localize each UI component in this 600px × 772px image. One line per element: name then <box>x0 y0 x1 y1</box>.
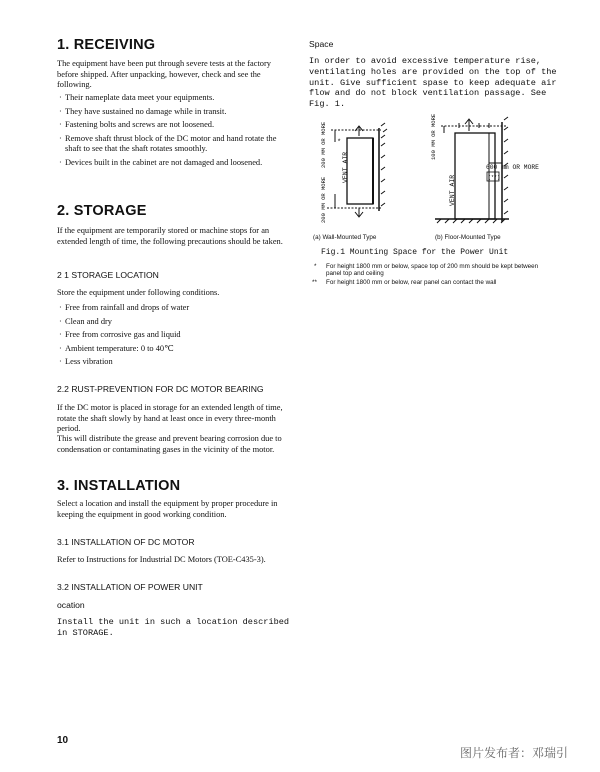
mounting-space-figure <box>309 108 559 233</box>
power-unit-install-text: Install the unit in such a location described in STORAGE. <box>57 617 290 638</box>
section1-heading: 1. RECEIVING <box>57 37 156 53</box>
figure-label-a: (a) Wall-Mounted Type <box>313 234 377 241</box>
figure-label-b: (b) Floor-Mounted Type <box>435 234 501 241</box>
dc-motor-reference: Refer to Instructions for Industrial DC Motors (TOE-C435-3). <box>57 555 266 564</box>
list-item: · Their nameplate data meet your equipments. <box>57 93 294 104</box>
section1-intro: The equipment have been put through severe tests at the factory before shipped. After unpacking, however, check and see the following. <box>57 59 271 90</box>
note-1-mark: * <box>314 263 317 270</box>
left-bottom-clearance-label: 200 MM OR MORE <box>320 176 327 223</box>
list-item: · They have sustained no damage while in transit. <box>57 107 294 118</box>
section2-intro: If the equipment are temporarily stored or machine stops for an extended length of time, the following precautions should be taken. <box>57 226 283 246</box>
section3-intro: Select a location and install the equipment by proper procedure in keeping the equipment in good working condition. <box>57 499 278 519</box>
note-1-text: For height 1800 mm or below, space top of 200 mm should be kept between panel top and ceiling <box>326 263 539 277</box>
left-top-clearance-label: 200 MM OR MORE <box>320 121 327 168</box>
list-item: · Free from corrosive gas and liquid <box>57 330 294 341</box>
section3-heading: 3. INSTALLATION <box>57 478 181 494</box>
rust-prevention-para2: This will distribute the grease and prevent bearing corrosion due to condensation or contaminating gases in the vicinity of the motor. <box>57 434 282 454</box>
section3-1-heading: 3.1 INSTALLATION OF DC MOTOR <box>57 537 195 547</box>
right-top-clearance-label: 100 MM OR MORE <box>430 113 437 160</box>
figure-note-1 <box>314 263 554 277</box>
list-item: · Less vibration <box>57 357 294 368</box>
section2-1-heading: 2 1 STORAGE LOCATION <box>57 270 159 280</box>
left-vent-air-label: VENT AIR <box>342 151 349 183</box>
right-note-marker: (**) <box>488 175 501 181</box>
list-item: · Clean and dry <box>57 317 294 328</box>
space-text: In order to avoid excessive temperature rise, ventilating holes are provided on the top of the unit. Give sufficient spase to keep adequate air flow and do not block ventilation passage. See Fig. 1. <box>309 56 557 110</box>
section2-heading: 2. STORAGE <box>57 203 147 219</box>
figure-caption: Fig.1 Mounting Space for the Power Unit <box>321 248 509 257</box>
figure-note-2 <box>312 279 554 286</box>
page-number: 10 <box>57 735 69 746</box>
list-item: · Devices built in the cabinet are not damaged and loosened. <box>57 158 294 169</box>
note-2-text: For height 1800 mm or below, rear panel can contact the wall <box>326 279 497 286</box>
right-vent-air-label: VENT AIR <box>449 174 456 206</box>
list-item: · Ambient temperature: 0 to 40℃ <box>57 344 294 355</box>
list-item: · Free from rainfall and drops of water <box>57 303 294 314</box>
right-side-clearance-label: 600 mm OR MORE <box>486 164 539 171</box>
section2-2-heading: 2.2 RUST-PREVENTION FOR DC MOTOR BEARING <box>57 384 264 394</box>
storage-location-intro: Store the equipment under following conditions. <box>57 288 220 297</box>
wall-mounted-diagram <box>327 123 387 217</box>
list-item: · Remove shaft thrust block of the DC motor and hand rotate the shaft to see that the shaft rotates smoothly. <box>57 134 294 155</box>
space-heading: Space <box>309 39 334 49</box>
storage-conditions-list <box>57 300 294 368</box>
section3-2-heading: 3.2 INSTALLATION OF POWER UNIT <box>57 582 203 592</box>
section1-list <box>57 93 294 169</box>
watermark: 图片发布者：邓瑞引 <box>460 746 569 760</box>
note-2-mark: ** <box>312 279 317 286</box>
location-label: ocation <box>57 600 85 610</box>
rust-prevention-para1: If the DC motor is placed in storage for an extended length of time, rotate the shaft slowly by hand at least once in every three-month period. <box>57 403 283 434</box>
left-note-marker: * <box>337 139 342 147</box>
list-item: · Fastening bolts and screws are not loosened. <box>57 120 294 131</box>
